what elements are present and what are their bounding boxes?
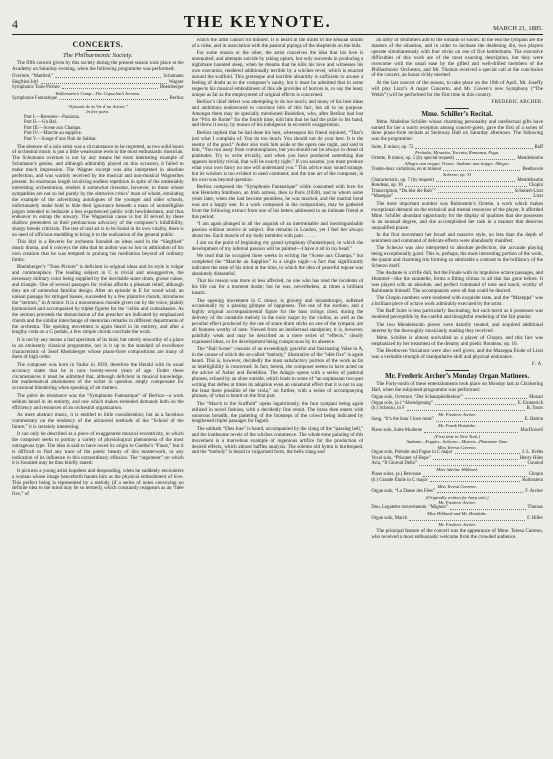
article-heading-archer: Mr. Frederic Archer’s Monday Organ Matinees. <box>385 372 530 381</box>
programme-item-composer: Schumann <box>163 74 184 80</box>
section-heading-concerts: CONCERTS. <box>72 40 124 49</box>
programme-item-composer: MacDowell <box>520 428 543 434</box>
dot-leader <box>395 194 531 198</box>
programme-item-note: Mr. Frederic Archer. <box>438 500 476 506</box>
dot-leader <box>450 505 526 509</box>
paragraph: At the last concert of the season, to take place on the 18th of April, Mr. Joseffy will play Liszt’s A major Concerto, and Mr. Cowen’s new Symphony (“The Welsh”) will be performed for the first time in this country. <box>371 79 543 98</box>
programme-part: Part V.—Songe d’une Nuit de Sabbat. <box>24 136 97 142</box>
programme-parts <box>12 115 184 143</box>
dot-leader <box>430 478 521 482</box>
paragraph: Berlioz composed the “Symphonie Fantastique” while consumed with love for one Henrietta Smithson, an Irish actress, then in Paris (1830), and to whom some years later, when she had become penniless, he was married, and the marital bond was not a happy one. In a work composed in the composition, may be gathered from the following extract from one of his letters addressed to an intimate friend at this period: <box>191 184 364 220</box>
programme-item-composer: Rubinstein <box>522 478 543 484</box>
programme-item-composer: Mendelssohn <box>517 177 543 183</box>
archer-intro: The Forty-ninth of these entertainments took place on Monday last at Chickering Hall, when the subjoined programme was performed: <box>371 381 543 393</box>
programme-part: Part IV.—Marche au supplice. <box>24 131 83 137</box>
dot-leader <box>436 417 523 421</box>
schiller-programme-list <box>371 145 543 200</box>
paragraph: an army of drummers add to the tornado of sound. In the end the tympani are the masters of the situation, and in order to increase the deafening din, two players operate simultaneously with four sticks on one of five kettledrums. The executive difficulties of this work are of the most exacting description, but they were overcome with the usual ease by the gifted and well-drilled members of the Philharmonic Orchestra, and Mr. Thomas received a special call at the conclusion of the concert, an honor richly merited. <box>371 38 543 79</box>
programme-item-title: (b.) Scherzo, in F <box>371 406 405 412</box>
article-body-col1 <box>12 145 184 499</box>
dot-leader <box>55 74 161 78</box>
programme-item <box>12 96 184 102</box>
dot-leader <box>437 489 523 493</box>
archer-programme-list <box>371 395 543 527</box>
programme-item-title: Piano solos, (a.) Berceuse <box>371 472 422 478</box>
article-heading-schiller: Mme. Schiller’s Recital. <box>421 109 493 118</box>
paragraph: The sabbath “Dies Irae” is heard, accompanied by the clang of the “passing bell,” and the loathsome revels of the witches commence. The whole-tone painting of this movement is a marvelous example of ingenious artifice for the production of desired effects, which almost baffles analysis. The solemn old hymn is burlesqued, and the “melody” is heard in vulgarized form, the bells clang and <box>191 425 364 456</box>
programme-item-composer: J. L. Krebs <box>521 450 543 456</box>
paragraph: The pièce de résistance was the “Symphonie Fantastique” of Berlioz—a work seldom heard in its entirety, and one which makes extended demands both on the efficiency and resources of an orchestral organization. <box>12 392 184 411</box>
programme-item-composer: E. Hatton <box>524 417 543 423</box>
programme-item-note: Scherzo, op. 31 <box>443 172 472 178</box>
dot-leader <box>419 461 526 465</box>
programme-item-note: Miss Adeline Hibbard. <box>436 467 478 473</box>
programme-item-title: Symphonie Fantastique <box>12 96 58 102</box>
programme-item-title: (b.) Grande Étude in C major <box>371 478 428 484</box>
programme-item-title: Trente-deux variations, en ut mineur <box>371 166 442 172</box>
article-heading-philharmonic: The Philharmonic Society. <box>62 51 133 59</box>
dot-leader <box>62 85 158 89</box>
programme-item-composer: F. Archer <box>525 489 543 495</box>
programme-item-title: Organ solo, “La Danse des Fées” <box>371 489 435 495</box>
issue-date: MARCH 21, 1885. <box>493 25 543 32</box>
dot-leader <box>423 472 527 476</box>
programme-item-title: Organ solo, (a.) “Abendgesang” <box>371 400 433 406</box>
newspaper-title: THE KEYNOTE. <box>183 12 332 31</box>
paragraph: The Scherzo was also interpreted to absolute perfection, the accurate playing being exceptionally good. This is, perhaps, the most interesting portion of the work, the quaint and charming trio forming so admirable a contrast to the brilliancy of the Scherzo itself. <box>371 245 543 269</box>
programme-item-note: Mr. Frederic Archer. <box>438 412 476 418</box>
programme-item-composer: Mendelssohn <box>517 155 543 161</box>
paragraph: Mme. Schiller is almost unrivalled as a player of Chopin, and this fact was emphasized by her treatment of the dreamy and poetic Rondeau, op. 16. <box>371 334 543 347</box>
programme-item-title: Piano solo, Suite Moderne <box>371 428 423 434</box>
paragraph: I am on the point of beginning my grand symphony (Fantastique), in which the development of my infernal passion will be painted—I have it all in my head.” <box>191 240 364 253</box>
dot-leader <box>455 450 520 454</box>
column-1 <box>12 38 184 758</box>
paragraph: which the artist cannot rid himself. It is heard in the midst of the sensual strains of a valse, and in association with the pastoral pipings of the shepherds on the hills. <box>191 38 364 49</box>
programme-item-composer: Schubert-Liszt <box>514 188 543 194</box>
programme-item-title: Song, “It’s the hour I love most” <box>371 417 434 423</box>
programme-part: Part II.—Un Bal. <box>24 120 58 126</box>
programme-subtitles <box>12 104 184 143</box>
article-body-col3 <box>371 38 543 98</box>
programme-item-composer: Raff <box>534 144 543 150</box>
programme-subtitle: “Episode de la Vie d’un Artiste.” <box>67 103 129 109</box>
programme-item-composer: Chopin <box>528 472 543 478</box>
programme-item-title: Transcription, “Du bist die Ruh’” <box>371 188 436 194</box>
dot-leader <box>436 178 515 182</box>
programme-item-composer: Thomas <box>527 505 543 511</box>
programme-item-note: Wallenstein’s Camp—The Capuchin’s Sermon. <box>55 90 141 96</box>
programme-item <box>371 194 543 200</box>
dot-leader <box>438 189 513 193</box>
programme-item-composer: Rheinberger <box>160 85 184 91</box>
dot-leader <box>435 401 516 405</box>
divider <box>445 108 469 109</box>
dot-leader <box>415 145 532 149</box>
paragraph: That his reason was more or less affected, no one who has read the incidents of his life can for a moment doubt; but he was, nevertheless, at times a brilliant lunatic. <box>191 278 364 297</box>
signature-fa: F. A. <box>532 362 543 368</box>
dot-leader <box>465 395 527 399</box>
dot-leader <box>405 183 527 187</box>
programme-item-title: Suite, E minor, op. 72 <box>371 144 414 150</box>
divider <box>86 50 110 51</box>
paragraph: We read that he occupied three weeks in writing the “Scene aux Champs,” but completed the “Marche au Supplice” in a single night—a fact that significantly indicates the state of his mind at the time, to which the idea of peaceful repose was absolutely distasteful. <box>191 253 364 278</box>
programme-item-composer: Beethoven <box>522 166 543 172</box>
programme-item-composer: Berlioz <box>169 96 184 102</box>
paragraph: Berlioz replied that he had done his best, whereupon his friend rejoined, “That’s just what I complain of. You do too much. You should not do your best. It is the enemy of the good.” Auber also took him aside at the opera one night, and said to him, “You run away from commonplaces, but you should not be always in dread of platitudes. Try to write trivially, and when you have produced something that appears horribly trivial, that will be exactly right.” If you assume, you must produce what your own fancy no one will understand you.” This advice may sound strange, but its wisdom is too evident to need comment; and the true art of the composer, in his own was beyond question. <box>191 129 364 184</box>
paragraph: The “Ball Scene” consists of an exceedingly graceful and fascinating Valse in A, in the course of which the so-called “melody,” illustrative of the “idée fixe” is again heard. This is, however, decidedly the most satisfactory portion of the work as far as intelligibility is concerned. In fact, herein, the composer seems to have acted on the advice of Auber and Boieldieu. The Adagio opens with a series of pastoral phrases, echoed by an oboe outside, which leads to some of “an unpleasant two-part writing that defies at times its adoption even an unnatural effect that it is not to say the least there possible of the viola,” on further, with a series of accompanying phrases, of what is heard on the first part. <box>191 346 364 400</box>
masthead <box>12 6 543 35</box>
dot-leader <box>443 167 520 171</box>
programme-item-composer: Mozart <box>529 395 543 401</box>
programme-item-note: Miss Teresa Carreno. <box>437 444 477 450</box>
paragraph: “I am again plunged in all the anguish of an interminable and inextinguishable passion without motive or subject. She remains in London, yet I feel her always about me. Each muscle of my body trembles with pain . . . . . <box>191 221 364 239</box>
article-body-col2 <box>192 38 364 456</box>
column-3 <box>371 38 543 758</box>
paragraph: The Chopin numbers were rendered with exquisite taste, and the “Mazeppa” was a brilliant piece of octave work admirably executed by the artist. <box>371 295 543 308</box>
dot-leader <box>409 516 525 520</box>
programme-item-composer: F. Hiller <box>527 516 543 522</box>
programme-item-note: Miss Hibbard and Mr. Hotalabe. <box>427 511 488 517</box>
archer-closing: The principal feature of the concert was the appearance of Mme. Teresa Carreno, who received a most enthusiastic welcome from the crowded audience. <box>371 528 543 541</box>
paragraph: The absence of a solo artist was a circumstance to be regretted, as two solid hours of orchestral music is just a little wearisome even to the most enthusiastic musician. The Schumann overture is not by any means the most interesting example of Schumann’s genius, and although admirably played on this occasion, it failed to make much impression. The Wagner excerpt was also interpreted in absolute perfection, and was warmly received by the musical and non-musical Wagnerites present. Its enormous length involving endless repetition in spite of the undeniably interesting orchestration, renders it somewhat tiresome, however, to those whose sympathies are not so led purely by the obtrusive critics’ most of whom, emulating the example of the advertising autologues of the younger and older schools, unfortunately make bold to hide their ignorance beneath a mass of unintelligible jargon intended to bedazzle a less experienced public with bewilderment, and thus endeavor to entrap the unwary. The Wagnerian cause is but ill served by these shallow pretenders as their pertinacious advocacy of the composer’s infallibility, sharpy breeds criticism. The test of real art is to be found in its own vitality, there is no need of officious meddling to bring it to the realization of the general public. <box>12 143 184 239</box>
programme-item-composer: B. Tours <box>526 406 543 412</box>
programme-item-title: Aria, “Il Giornal Della” <box>371 461 417 467</box>
paragraph: For some reason or the other, the artist conceives the idea that his love is unrequited, and attempts suicide by taking opium, but only succeeds in producing a nightmare haunted sleep, when he dreams that he kills his love and witnesses his own execution, rendered additionally terrible by a witches revel, which is enacted around the scaffold. This grotesque and horrible absurdity is sufficient to arouse a feeling of doubt as to the composer’s sanity, but it must be admitted that in some respects his musical embodiment of this ale provides of horrors is, to say the least, unique as far as the employment of original effects is concerned. <box>191 50 364 98</box>
programme-item-title: “Mazeppa” <box>371 194 394 200</box>
dot-leader <box>407 406 525 410</box>
programme-item-title: Octette, B minor, op. 5 (by special request) <box>371 155 454 161</box>
programme-item-note: Miss Teresa Carreno. <box>437 483 477 489</box>
page-number: 4 <box>12 17 18 31</box>
divider <box>445 370 469 371</box>
programme-item-composer: Wagner <box>168 79 184 85</box>
programme-item-composer: E. Emmerich <box>517 400 543 406</box>
programme-item-title: Rondeau, op. 16 <box>371 183 403 189</box>
paragraph: In the first movement her broad and massive style, no less than the depth of sentiment and command of delicate effects were abundantly manifest. <box>371 231 543 244</box>
programme-item-title: Vocal solo, “Prisoner of Hope” <box>371 455 431 461</box>
schiller-body <box>371 202 543 361</box>
programme-item-note: Andante—Fugato—Scherzo—Marcia—Phantasie Tanz. <box>406 439 509 445</box>
programme-part: Part III.—Scene aux Champs. <box>24 125 82 131</box>
article-columns <box>12 38 543 758</box>
programme-item-title: Organ solo, Overture, “Der Schauspieldirektor” <box>371 395 463 401</box>
paragraph: The Andante is a trifle dull, but the Finale with its impulsive octave passages, and Hummel—like the tarantelle, forms a fitting climax to all that has gone before. It was played with an absolute, and perfect command of tone and touch, worthy of Rubinstein himself. The accompanists were all that could be desired. <box>371 270 543 294</box>
programme-item-note: (First time in New York.) <box>434 434 480 440</box>
programme-parts-heading: In five parts. <box>86 109 110 115</box>
programme-item-title: Siegfried Idyl <box>12 79 39 85</box>
paragraph: As mere abstract music, it is entitled to little consideration; but as a facetious commentary on the tendency of the advanced methods of the “School of the future,” it is certainly interesting. <box>12 411 184 430</box>
programme-item-title: Overture, “Manfred,” <box>12 74 54 80</box>
programme-item-note: Mr. Frank Hotalabe. <box>438 423 477 429</box>
paragraph: The composer was born in Vaduz in 1839, therefore the Herald with its usual accuracy states that he is now twenty-seven years of age. Under these circumstances it must be admitted that, although deficient in musical knowledge, the mathematical attainments of the writer in question amply compensate for occasional blundering when speaking of art matters. <box>12 361 184 392</box>
programme-item-title: Organ solo, March <box>371 516 408 522</box>
paragraph: The opening movement in C minor, is gloomy and misanthropic, softened occasionally by a passing glimpse of happiness. The use of the sordino, and a highly original accompanimental figure for the bass strings cited, during the delivery of the cantabile melody in the tonic major by the violins, as well as the peculiar effect produced by the use of snare drum sticks on one of the tympani, are all features worthy of note. Viewed from an intellectual standpoint, it is, however, painfully weak and may be described as a mere series of “effects,” clearly expressed ideas, or for development being conspicuous by its absence. <box>191 297 364 345</box>
paragraph: It pictures a young artist hopeless and desponding, when he suddenly encounters a woman whose image henceforth haunts him as the physical embodiment of love. This perfect being is represented by a melody (if a series of notes conveying no definite idea to the mind may be so termed), which constantly reappears as an “idée fixe,” of <box>12 467 184 498</box>
paragraph: The Raff Suite is less particularly fascinating, but such merit as it possesses was rendered perceptible by the careful and thoughtful rendering of the fair pianist. <box>371 308 543 321</box>
programme-item-title: Symphonic Tone-Picture <box>12 85 60 91</box>
programme-item-note: Mr. Frederic Archer. <box>438 522 476 528</box>
dot-leader <box>456 156 515 160</box>
programme-item-note: Preludio, Minuetto, Toccata, Romanza, Fuga. <box>415 150 500 156</box>
programme-item-title: Organ solo, Prelude and Fugue in C major <box>371 450 453 456</box>
paragraph: This Idyl is a Reverie for orchestra founded on ideas used in the “Siegfried” music drama, and it conveys the idea that its author was so lost in admiration of his own creation that he was tempted to prolong his meditation beyond all ordinary limits. <box>12 239 184 264</box>
schiller-intro: Mme. Madeline Schiller whose charming personality and intellectual gifts have earned for her a warm reception among concert-goers, gave the first of a series of three piano-forte recitals at Steinway Hall on Saturday afternoon. The following was the programme: <box>371 118 543 143</box>
paragraph: The most important number was Rubinstein’s Octette, a work which makes exceptional demand on the technical and mental resources of the player. It afforded Mme. Schiller abundant opportunity for the display of qualities that she possesses in an unusual degree, and she accomplished her task in a manner that deserves unqualified praise. <box>371 201 543 231</box>
paragraph: The Beethoven Variations were also well given, and the Mazeppa Étude of Liszt was a veritable triumph of manipulative skill and physical endurance. <box>371 348 543 360</box>
article-intro: The fifth concert given by this society during the present season took place at the Academy on Saturday evening, when the following programme was performed: <box>12 59 184 72</box>
paragraph: The “March to the Scaffold” opens lugubriously, the four tympani being again utilized in novel fashion, with a decidedly fine result. The brass then enters with sonorous breadth, the pattering of the footsteps of the crowd being indicated by lengthened triplet passages for fagotti. <box>191 400 364 425</box>
programme-item-composer: Henry Hiles <box>519 455 543 461</box>
dot-leader <box>59 96 167 100</box>
programme-item-note: Allegro non troppo. Vivace. Andante non troppo. Allegro. <box>404 161 510 167</box>
dot-leader <box>41 80 167 84</box>
paragraph: It is not by any means a bad specimen of its kind, but utterly unworthy of a place in an eminently classical programme, nor is it up to the standard of excellence characteristic of Josef Rheinberger whose piano-forte compositions are many of them of high order. <box>12 336 184 361</box>
dot-leader <box>433 456 518 460</box>
programme-item-composer: Chopin <box>528 183 543 189</box>
programme-part: Part I.—Reveries—Passions. <box>24 114 80 120</box>
paragraph: It can only be described as a piece of exaggerated musical eccentricity, in which the composer seeks to portray a variety of physiological phenomena of the most outrageous type. The idea is said to have owed its origin to Goethe’s “Faust,” but it is difficult to find any trace of the poetic beauty of this masterwork, or any indication of its influence in this extraordinary effusion. The “argument” on which it is founded may be thus briefly stated: <box>12 430 184 467</box>
programme-item-note: (Originally written for harp solo.) <box>425 494 489 500</box>
programme-item-composer: Gounod <box>527 461 543 467</box>
paragraph: Rheinberger’s “Tone Picture” is deficient in original ideas and its style is vulgar and commonplace. The leading subject in C is trivial and unsuggestive, the necessary military color being supplied by the inevitable snare drum, grosse caisse, and triangle. One of several passages for violins affords a pleasant relief, although they are of somewhat familiar design. After an episode in E for wood wind, an unison passage for stringed basses, succeeded by a few plaintive chords, introduces the “sermon,” in A minor. It is a monotonous chorale given out by the voice, plainly harmonized and accompanied by triplet figures for the ’cellos and contrabasses. As the sermon proceeds the denunciation of the preacher are indicated by emphasized chords and the similar interchange of stentorian remarks in different departments of the orchestra. The opening movement is again heard in its entirety, and after a lengthy coda on a G pedale, a few simple chords conclude the work. <box>12 264 184 336</box>
dot-leader <box>424 428 518 432</box>
programme-item-title: Characteristic, op. 7 (by request) <box>371 177 435 183</box>
programme-list <box>12 74 184 102</box>
column-2 <box>192 38 364 758</box>
programme-item-title: Duo, Legatetto mouvemente, “Mignon” <box>371 505 448 511</box>
paragraph: The two Mendelssohn pieces were daintily treated, and acquired additional interest by the thoroughly musicianly reading they received. <box>371 321 543 334</box>
signature-frederic-archer: FREDERIC ARCHER. <box>491 99 543 105</box>
paragraph: Berlioz’s chief defect was attempting to do too much; and many of his best ideas and ambitions endeavored to convince him of this fact, but all to no purpose. Amongst them may be specially mentioned Boieldieu, who, after Berlioz had lost the “Prix de Rome” for the fourth time, told him that he had the prize in his hand, and threw it away, by reason of his indulgence in eccentric exaggeration. <box>191 98 364 129</box>
programme-item-composer: Liszt <box>533 194 543 200</box>
